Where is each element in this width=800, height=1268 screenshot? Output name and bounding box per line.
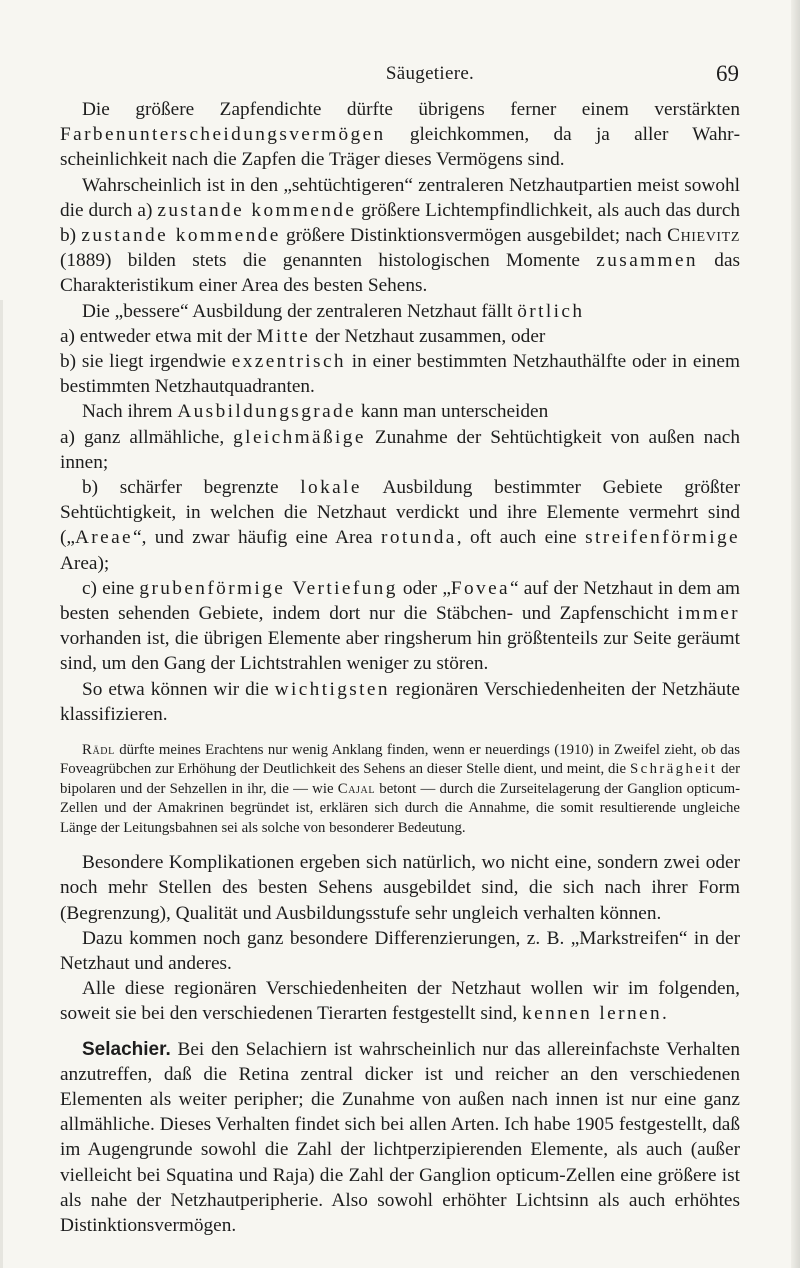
paragraph: Dazu kommen noch ganz besondere Differenzierungen, z. B. „Markstreifen“ in der Netzhaut und anderes. xyxy=(60,927,740,974)
paragraph: Alle diese regionären Verschiedenheiten der Netzhaut wollen wir im folgenden, soweit sie bei den verschiedenen Tierarten festgestellt sind, kennen lernen. xyxy=(60,978,740,1025)
page-left-edge xyxy=(0,300,3,1268)
page-header xyxy=(60,63,800,93)
spacer xyxy=(60,1027,740,1037)
footnote: Rädl dürfte meines Erachtens nur wenig Anklang finden, wenn er neuerdings (1910) in Zweifel zieht, ob das Foveagrübchen zur Erhöhung der Deutlichkeit des Sehens an dieser Stelle dient, und meint, die Schrägheit der bipolaren und der Sehzellen in ihr, die — wie Cajal betont — durch die Zurseitelagerung der Ganglion opticum-Zellen und der Amakrinen begründet ist, erklären sich durch die Annahme, die somit resultierende ungleiche Länge der Leitungsbahnen sei als solche von besonderer Bedeutung. xyxy=(60,742,741,836)
paragraph: Besondere Komplikationen ergeben sich natürlich, wo nicht eine, sondern zwei oder noch mehr Stellen des besten Sehens ausgebildet sind, die sich nach ihrer Form (Begrenzung), Qualität und Ausbildungsstufe sehr ungleich verhalten können. xyxy=(60,852,740,924)
paragraph: Selachier. Bei den Selachiern ist wahrscheinlich nur das allereinfachste Verhalten anzutreffen, daß die Retina zentral dicker ist und reicher an den verschiedenen Elementen als weiter peripher; die Zunahme von außen nach innen ist nur eine ganz allmähliche. Dieses Verhalten findet sich bei allen Arten. Ich habe 1905 festgestellt, daß im Augengrunde sowohl die Zahl der lichtperzipierenden Elemente, als auch (außer vielleicht bei Squatina und Raja) die Zahl der Ganglion opticum-Zellen eine größere ist als nahe der Netzhautperipherie. Also sowohl erhöhter Lichtsinn als auch erhöhtes Distinktionsvermögen. xyxy=(60,1038,740,1236)
paragraph: So etwa können wir die wichtigsten regionären Verschiedenheiten der Netzhäute klassifizieren. xyxy=(60,678,740,725)
paragraph: Nach ihrem Ausbildungsgrade kann man unterscheiden a) ganz allmähliche, gleichmäßige Zunahme der Sehtüchtigkeit von außen nach innen; xyxy=(60,401,740,473)
paragraph: c) eine grubenförmige Vertiefung oder „Fovea“ auf der Netzhaut in dem am besten sehenden Gebiete, indem dort nur die Stäbchen- und Zapfenschicht immer vorhanden ist, die übrigen Elemente aber ringsherum hin größtenteils zur Seite geräumt sind, um den Gang der Lichtstrahlen weniger zu stören. xyxy=(60,577,741,675)
running-title: Säugetiere. xyxy=(385,63,475,84)
page-right-edge xyxy=(791,0,800,1268)
paragraph: b) schärfer begrenzte lokale Ausbildung bestimmter Gebiete größter Sehtüchtigkeit, in welchen die Netzhaut verdickt und ihre Elemente vermehrt sind („Areae“, und zwar häufig eine Area rotunda, oft auch eine streifenförmige Area); xyxy=(60,477,740,574)
main-text xyxy=(60,97,740,1238)
paragraph: Wahrscheinlich ist in den „sehtüchtigeren“ zentraleren Netzhautpartien meist sowohl die durch a) zustande kommende größere Lichtempfindlichkeit, als auch das durch b) zustande kommende größere Distinktionsvermögen ausgebildet; nach Chievitz (1889) bilden stets die genannten histologischen Momente zusammen das Charakteristikum einer Area des besten Sehens. xyxy=(60,174,741,297)
paragraph: Die „bessere“ Ausbildung der zentraleren Netzhaut fällt örtlich a) entweder etwa mit der Mitte der Netzhaut zusammen, oder b) sie liegt irgendwie exzentrisch in einer bestimmten Netzhauthälfte oder in einem bestimmten Netzhautquadranten. xyxy=(60,300,740,398)
page-number: 69 xyxy=(716,61,739,86)
section-heading: Selachier. xyxy=(82,1038,171,1060)
paragraph: Die größere Zapfendichte dürfte übrigens ferner einem verstärkten Farbenunterscheidungsvermögen gleichkommen, da ja aller Wahrscheinlichkeit nach die Zapfen die Träger dieses Vermögens sind. xyxy=(60,99,740,171)
